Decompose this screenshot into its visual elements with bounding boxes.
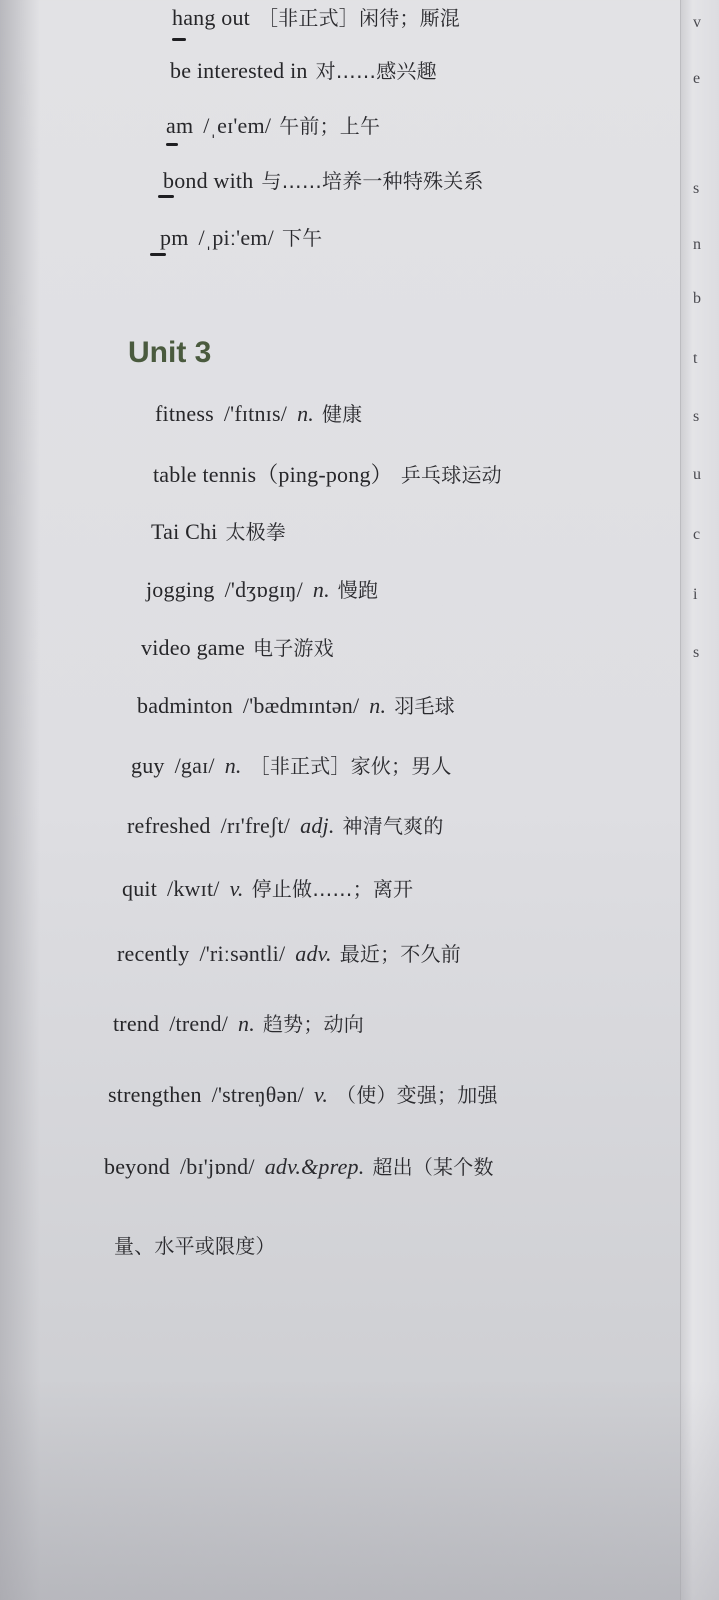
- edge-letter: i: [693, 586, 698, 603]
- vocab-meaning: 对……感兴趣: [315, 59, 437, 83]
- vocab-pos: n.: [224, 753, 242, 778]
- vocab-entry: [166, 110, 380, 139]
- vocab-word: Tai Chi: [151, 519, 218, 544]
- vocab-entry: [104, 1151, 494, 1180]
- vocab-meaning-continuation: [114, 1230, 276, 1259]
- vocab-meaning: 与……培养一种特殊关系: [261, 169, 484, 193]
- edge-letter: v: [693, 14, 701, 31]
- edge-letter: n: [693, 236, 701, 253]
- vocab-entry: [160, 222, 322, 251]
- vocab-phonetic: /rɪ'freʃt/: [220, 813, 291, 838]
- vocab-word: recently: [117, 941, 190, 966]
- vocab-word: table tennis（ping-pong）: [153, 462, 393, 487]
- vocab-phonetic: /kwɪt/: [167, 876, 220, 901]
- vocab-phonetic: /'streŋθən/: [211, 1082, 304, 1107]
- edge-letter: s: [693, 644, 700, 661]
- vocab-meaning: 量、水平或限度）: [114, 1234, 276, 1258]
- vocab-phonetic: /trend/: [169, 1011, 229, 1036]
- pen-mark: [166, 143, 178, 146]
- vocab-meaning: 午前；上午: [279, 114, 381, 138]
- vocab-word: badminton: [137, 693, 233, 718]
- vocab-pos: n.: [369, 693, 387, 718]
- edge-letter: c: [693, 526, 701, 543]
- vocab-word: guy: [131, 753, 165, 778]
- vocab-word: beyond: [104, 1154, 170, 1179]
- edge-letter: s: [693, 180, 700, 197]
- vocab-phonetic: /'fɪtnɪs/: [223, 401, 288, 426]
- vocab-meaning: ［非正式］闲待；厮混: [257, 6, 460, 30]
- vocab-meaning: （使）变强；加强: [336, 1083, 498, 1107]
- vocab-meaning: 下午: [281, 226, 323, 250]
- vocab-meaning: 电子游戏: [253, 636, 334, 660]
- vocab-word: video game: [141, 635, 246, 660]
- vocab-word: bond with: [163, 168, 254, 193]
- vocab-meaning: 健康: [321, 402, 363, 426]
- vocab-pos: v.: [314, 1082, 329, 1107]
- vocab-entry: [151, 516, 286, 545]
- pen-mark: [172, 38, 186, 41]
- vocab-entry: [170, 55, 437, 84]
- vocab-pos: v.: [229, 876, 244, 901]
- vocab-entry: [122, 873, 413, 902]
- vocab-phonetic: /ˌeɪ'em/: [203, 113, 272, 138]
- vocab-entry: [127, 810, 444, 839]
- vocab-pos: n.: [297, 401, 314, 426]
- vocab-word: hang out: [172, 5, 250, 30]
- vocab-word: strengthen: [108, 1082, 202, 1107]
- vocab-meaning: 停止做……；离开: [251, 877, 414, 901]
- vocab-entry: [163, 165, 484, 194]
- vocab-meaning: 超出（某个数: [372, 1155, 494, 1179]
- vocab-entry: [155, 398, 362, 427]
- edge-letter: e: [693, 70, 701, 87]
- vocab-pos: adv.: [295, 941, 332, 966]
- vocab-entry: [153, 458, 502, 489]
- vocab-phonetic: /'dʒɒgɪŋ/: [224, 577, 303, 602]
- vocab-entry: [108, 1079, 498, 1108]
- vocab-word: am: [166, 113, 194, 138]
- vocab-phonetic: /bɪ'jɒnd/: [179, 1154, 255, 1179]
- unit-heading: Unit 3: [128, 336, 212, 369]
- vocab-meaning: ［非正式］家伙；男人: [249, 754, 452, 778]
- pen-mark: [150, 253, 166, 256]
- vocab-phonetic: /'riːsəntli/: [199, 941, 286, 966]
- vocab-phonetic: /ˌpiː'em/: [198, 225, 274, 250]
- vocab-entry: [172, 2, 460, 31]
- vocab-word: be interested in: [170, 58, 308, 83]
- vocab-entry: [137, 690, 455, 719]
- vocab-phonetic: /gaɪ/: [174, 753, 215, 778]
- vocab-meaning: 趋势；动向: [262, 1012, 364, 1036]
- vocab-word: trend: [113, 1011, 160, 1036]
- edge-letter: u: [693, 466, 701, 483]
- lighting-shadow: [0, 1380, 719, 1600]
- vocab-pos: adv.&prep.: [264, 1154, 365, 1179]
- pen-mark: [158, 195, 174, 198]
- vocab-word: jogging: [146, 577, 215, 602]
- edge-letter: t: [693, 350, 698, 367]
- vocab-pos: n.: [238, 1011, 255, 1036]
- page-gutter-shadow: [0, 0, 40, 1600]
- vocab-meaning: 太极拳: [225, 520, 287, 544]
- vocab-word: refreshed: [127, 813, 211, 838]
- vocab-phonetic: /'bædmɪntən/: [242, 693, 360, 718]
- vocab-entry: [113, 1008, 364, 1037]
- vocab-entry: [131, 750, 452, 779]
- vocab-meaning: 神清气爽的: [342, 814, 444, 838]
- vocab-meaning: 羽毛球: [394, 694, 455, 718]
- vocab-entry: [117, 938, 461, 967]
- vocab-word: quit: [122, 876, 158, 901]
- vocab-meaning: 慢跑: [337, 578, 379, 602]
- vocab-entry: [146, 574, 378, 603]
- vocab-word: fitness: [155, 401, 214, 426]
- vocab-meaning: 最近；不久前: [339, 942, 461, 966]
- vocab-pos: adj.: [300, 813, 335, 838]
- vocab-word: pm: [160, 225, 189, 250]
- vocab-pos: n.: [312, 577, 330, 602]
- edge-letter: s: [693, 408, 700, 425]
- vocab-entry: [141, 632, 334, 661]
- edge-letter: b: [693, 290, 701, 307]
- vocab-meaning: 乒乓球运动: [400, 463, 502, 487]
